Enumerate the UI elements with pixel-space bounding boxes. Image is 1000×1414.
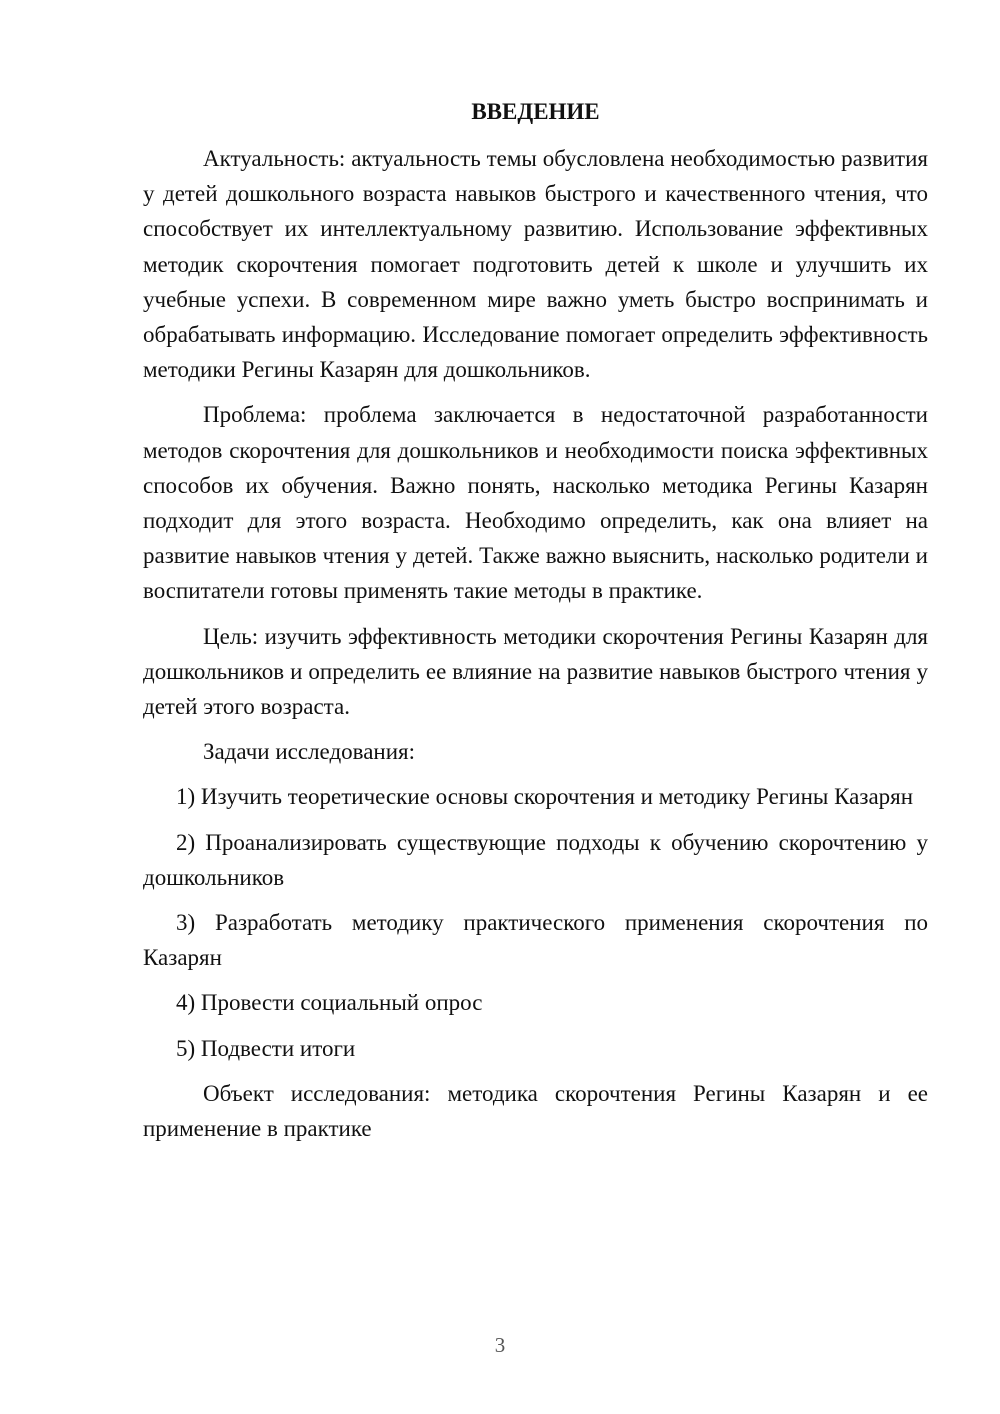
- task-item-1: 1) Изучить теоретические основы скорочтения и методику Регины Казарян: [176, 784, 914, 810]
- section-title: ВВЕДЕНИЕ: [471, 99, 600, 124]
- tasks-heading: Задачи исследования:: [203, 739, 416, 765]
- page-content: [143, 94, 928, 1156]
- relevance-paragraph: Актуальность: актуальность темы обусловлена необходимостью развития у детей дошкольного возраста навыков быстрого и качественного чтения, что способствует их интеллектуальному развитию. Использование эффективных методик скорочтения помогает подготовить детей к школе и улучшить их учебные успехи. В современном мире важно уметь быстро воспринимать и обрабатывать информацию. Исследование помогает определить эффективность методики Регины Казарян для дошкольников.: [143, 146, 928, 383]
- task-item-2: 2) Проанализировать существующие подходы к обучению скорочтению у дошкольников: [143, 829, 928, 890]
- task-item-5: 5) Подвести итоги: [176, 1035, 356, 1061]
- task-item-4: 4) Провести социальный опрос: [176, 990, 483, 1016]
- page-number: 3: [494, 1333, 506, 1357]
- goal-paragraph: Цель: изучить эффективность методики скорочтения Регины Казарян для дошкольников и определить ее влияние на развитие навыков быстрого чтения у детей этого возраста.: [143, 623, 928, 720]
- problem-paragraph: Проблема: проблема заключается в недостаточной разработанности методов скорочтения для дошкольников и необходимости поиска эффективных способов их обучения. Важно понять, насколько методика Регины Казарян подходит для этого возраста. Необходимо определить, как она влияет на развитие навыков чтения у детей. Также важно выяснить, насколько родители и воспитатели готовы применять такие методы в практике.: [143, 402, 928, 604]
- object-paragraph: Объект исследования: методика скорочтения Регины Казарян и ее применение в практике: [143, 1080, 928, 1142]
- task-item-3: 3) Разработать методику практического применения скорочтения по Казарян: [143, 910, 928, 971]
